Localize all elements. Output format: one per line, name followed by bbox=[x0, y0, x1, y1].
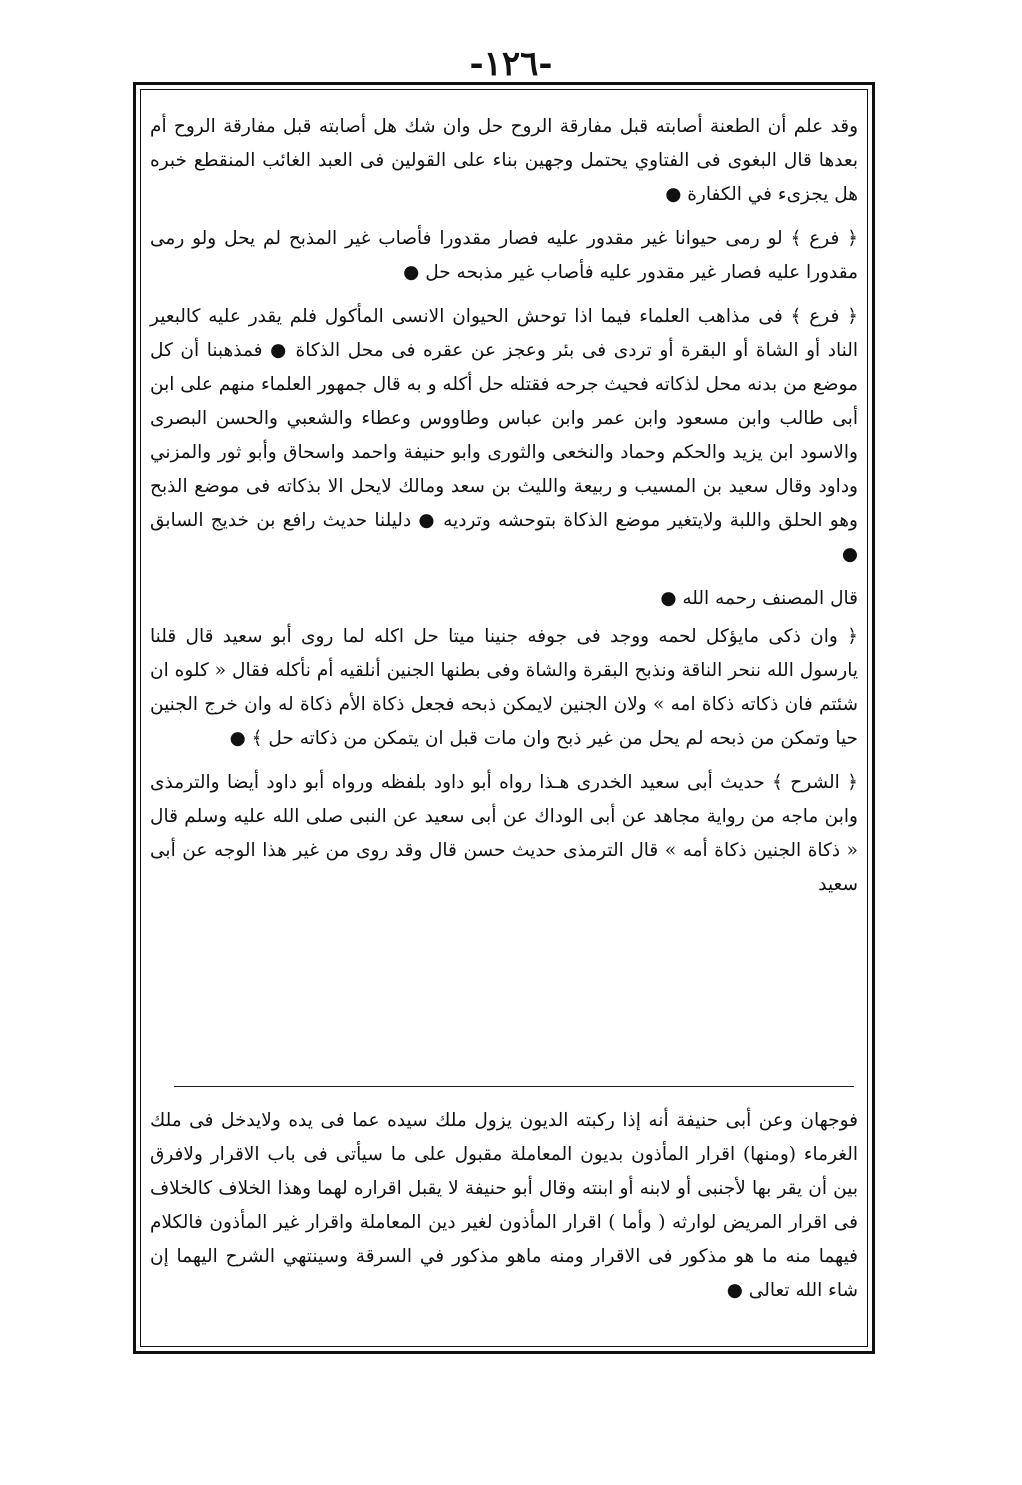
main-text bbox=[150, 110, 858, 912]
paragraph-janin: ﴿ وان ذكى مايؤكل لحمه ووجد فى جوفه جنينا ميتا حل اكله لما روى أبو سعيد قال قلنا يارسول الله ننحر الناقة ونذبح البقرة والشاة وفى بطنها الجنين أنلقيه أم نأكله فقال « كلوه ان شئتم فان ذكاته ذكاة امه » ولان الجنين لايمكن ذبحه فجعل ذكاة الأم ذكاة له وان خرج الجنين حيا وتمكن من ذبحه لم يحل من غير ذبح وان مات قبل ان يتمكن من ذكاته حل ﴾ ● bbox=[150, 626, 858, 749]
footnote-divider bbox=[174, 1086, 854, 1087]
paragraph-sharh: ﴿ الشرح ﴾ حديث أبى سعيد الخدرى هـذا رواه أبو داود بلفظه ورواه أبو داود أيضا والترمذى وابن ماجه من رواية مجاهد عن أبى الوداك عن أبى سعيد عن النبى صلى الله عليه وسلم قال « ذكاة الجنين ذكاة أمه » قال الترمذى حديث حسن قال وقد روى من غير هذا الوجه عن أبى سعيد bbox=[150, 772, 858, 895]
paragraph-author-says: قال المصنف رحمه الله ● bbox=[660, 588, 858, 609]
paragraph-kaffara: وقد علم أن الطعنة أصابته قبل مفارقة الروح حل وان شك هل أصابته قبل مفارقة الروح أم بعدها قال البغوى فى الفتاوي يحتمل وجهين بناء على القولين فى العبد الغائب المنقطع خبره هل يجزىء في الكفارة ● bbox=[150, 116, 858, 205]
footnote-paragraph: فوجهان وعن أبى حنيفة أنه إذا ركبته الديون يزول ملك سيده عما فى يده ولايدخل فى ملك الغرماء (ومنها) اقرار المأذون بديون المعاملة مقبول على ما سيأتى فى باب الاقرار ولافرق بين أن يقر بها لأجنبى أو لابنه أو ابنته وقال أبو حنيفة لا يقبل اقراره لهما وهذا الخلاف كالخلاف فى اقرار المريض لوارثه ( وأما ) اقرار المأذون لغير دين المعاملة واقرار غير المأذون فالكلام فيهما منه ما هو مذكور فى الاقرار ومنه ماهو مذكور في السرقة وسينتهي الشرح اليهما إن شاء الله تعالى ● bbox=[150, 1110, 858, 1301]
paragraph-far-1: ﴿ فرع ﴾ لو رمى حيوانا غير مقدور عليه فصار مقدورا فأصاب غير المذبح لم يحل ولو رمى مقدورا عليه فصار غير مقدور عليه فأصاب غير مذبحه حل ● bbox=[150, 228, 858, 283]
footnote-text bbox=[150, 1104, 858, 1318]
paragraph-far-2: ﴿ فرع ﴾ فى مذاهب العلماء فيما اذا توحش الحيوان الانسى المأكول فلم يقدر عليه كالبعير الناد أو الشاة أو البقرة أو تردى فى بئر وعجز عن عقره فى محل الذكاة ● فمذهبنا أن كل موضع من بدنه محل لذكاته فحيث جرحه فقتله حل أكله و به قال جمهور العلماء منهم على ابن أبى طالب وابن مسعود وابن عمر وابن عباس وطاووس وعطاء والشعبي والحسن البصرى والاسود ابن يزيد والحكم وحماد والنخعى والثورى وابو حنيفة واحمد واسحاق وأبو ثور والمزني وداود وقال سعيد بن المسيب و ربيعة والليث بن سعد ومالك لايحل الا بذكاته فى موضع الذبح وهو الحلق واللبة ولايتغير موضع الذكاة بتوحشه وترديه ● دليلنا حديث رافع بن خديج السابق ● bbox=[150, 306, 858, 565]
page-number: -١٢٦- bbox=[469, 44, 553, 84]
